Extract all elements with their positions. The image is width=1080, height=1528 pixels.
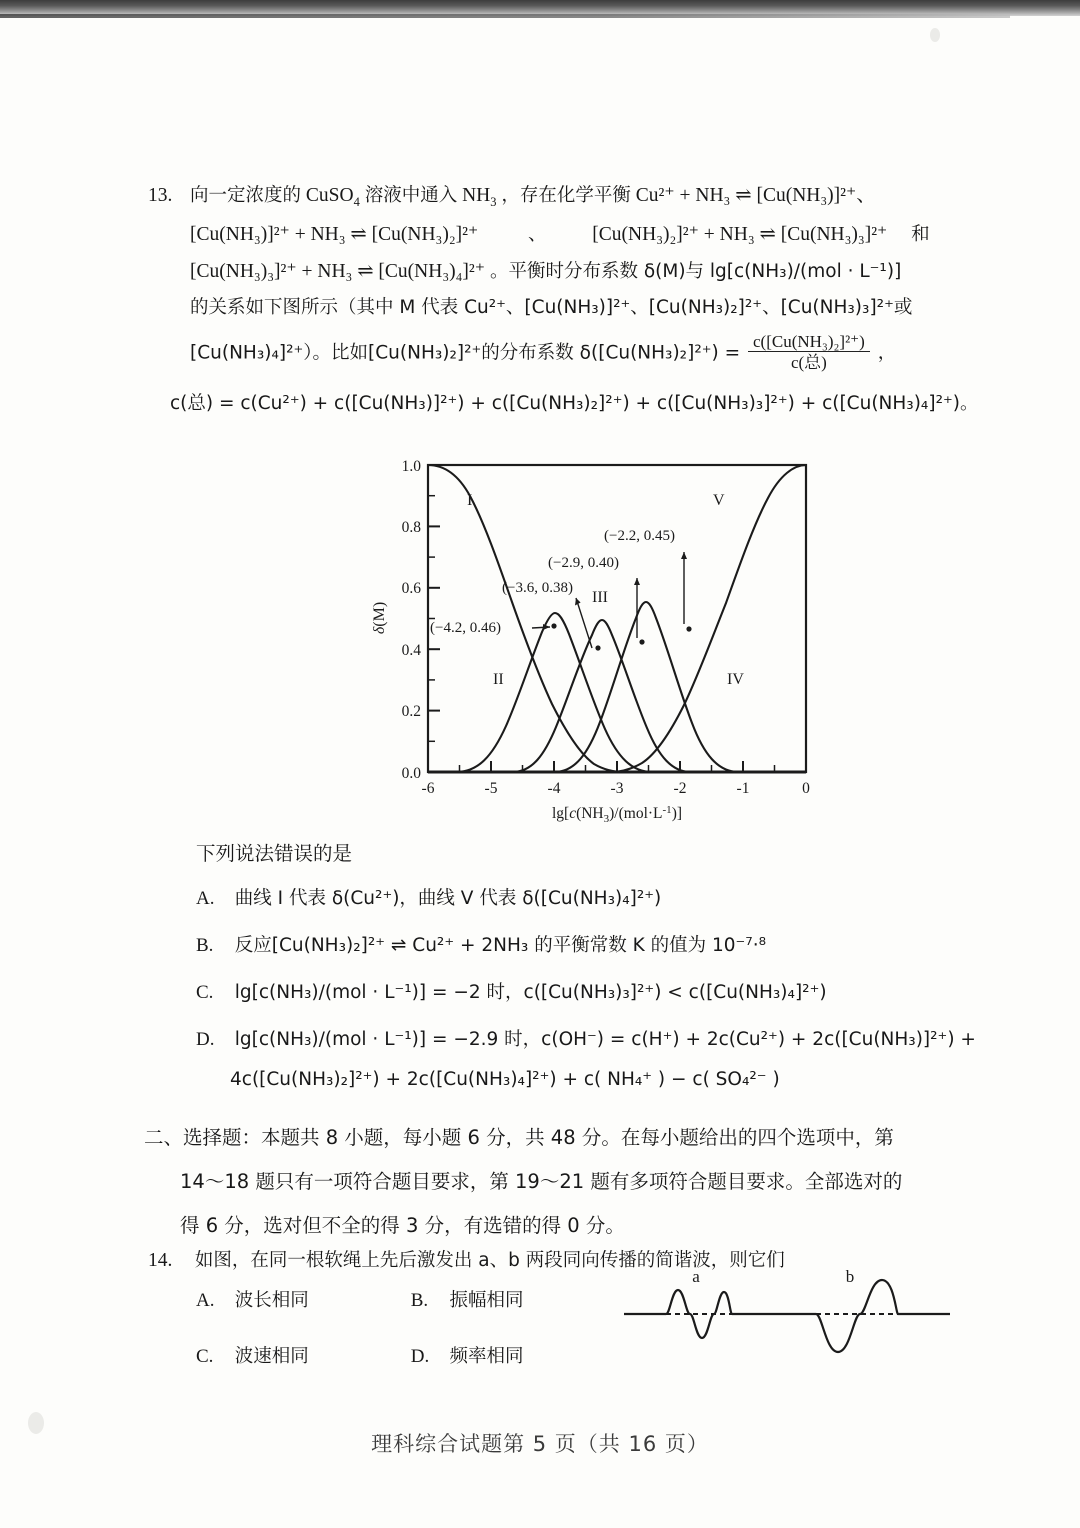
question-13-prompt: 下列说法错误的是 <box>196 842 353 865</box>
wave-b-curve <box>816 1280 898 1352</box>
stem-line-3 <box>148 262 978 282</box>
q14-option-C[interactable] <box>196 1342 406 1368</box>
distribution-diagram <box>362 452 832 842</box>
curve-II-CuNH3 <box>458 613 650 772</box>
q14-options-row-1 <box>196 1286 524 1312</box>
stem-line-4 <box>148 298 978 318</box>
equation-separator: 、 <box>528 224 547 246</box>
ytick-0.6: 0.6 <box>401 580 421 597</box>
stem-text-e: 的关系如下图所示（其中 M 代表 Cu²⁺、[Cu(NH₃)]²⁺、[Cu(NH₃)₂]²⁺、[Cu(NH₃)₃]²⁺或 <box>190 297 913 319</box>
stem-text-a: 向一定浓度的 <box>190 185 302 206</box>
section-2-instructions <box>144 1122 974 1254</box>
stem-line-5 <box>148 331 978 373</box>
q14-option-D-label: D. <box>410 1346 430 1367</box>
annotation-3: (−2.9, 0.40) <box>548 555 619 571</box>
ytick-0.8: 0.8 <box>401 519 421 536</box>
paper-smudge-top <box>930 28 940 42</box>
equation-3: [Cu(NH₃)₂]²⁺ + NH₃ ⇌ [Cu(NH₃)₃]²⁺ <box>592 224 888 246</box>
q14-option-B-label: B. <box>410 1290 429 1311</box>
equation-3-tail: 和 <box>911 224 930 246</box>
stem-line-1 <box>148 186 978 208</box>
question-13-stem <box>148 186 978 430</box>
q14-option-A[interactable] <box>196 1286 406 1312</box>
stem-line-2 <box>148 225 978 245</box>
q14-option-B-text: 振幅相同 <box>449 1290 524 1311</box>
option-C[interactable] <box>196 978 827 1004</box>
question-14-text: 如图，在同一根软绳上先后激发出 a、b 两段同向传播的简谐波，则它们 <box>194 1250 785 1271</box>
ytick-1.0: 1.0 <box>401 458 421 475</box>
xtick--1: -1 <box>736 780 750 797</box>
stem-line-6 <box>148 392 979 414</box>
ytick-0.0: 0.0 <box>401 765 421 782</box>
distribution-fraction <box>748 333 870 371</box>
q14-option-D-text: 频率相同 <box>449 1346 524 1367</box>
option-A-label: A. <box>196 888 215 909</box>
ytick-0.4: 0.4 <box>401 642 421 659</box>
q14-option-B[interactable] <box>411 1290 524 1311</box>
intersection-markers <box>551 623 691 650</box>
fraction-denominator: c(总) <box>790 352 827 372</box>
xtick--3: -3 <box>610 780 624 797</box>
curve-IV-CuNH3-3 <box>556 602 737 772</box>
xtick--2: -2 <box>673 780 687 797</box>
x-axis-ticks <box>428 761 806 772</box>
q14-option-C-label: C. <box>196 1346 214 1367</box>
question-13-number: 13. <box>148 185 173 206</box>
q14-options-row-2 <box>196 1342 524 1368</box>
stem-text-f: [Cu(NH₃)₄]²⁺）。比如[Cu(NH₃)₂]²⁺的分布系数 δ([Cu(NH₃)₂]²⁺) = <box>190 342 741 364</box>
curve-label-II: II <box>493 671 504 688</box>
wave-figure <box>622 1268 952 1383</box>
section-2-line-2: 14～18 题只有一项符合题目要求，第 19～21 题有多项符合题目要求。全部选对的 <box>180 1170 903 1193</box>
plot-frame <box>428 465 806 772</box>
equation-1: Cu²⁺ + NH₃ ⇌ [Cu(NH₃)]²⁺、 <box>635 185 876 206</box>
option-B-text: 反应[Cu(NH₃)₂]²⁺ ⇌ Cu²⁺ + 2NH₃ 的平衡常数 K 的值为 10⁻⁷·⁸ <box>234 935 766 956</box>
cuso4-formula: CuSO$_4$ <box>305 185 360 209</box>
option-C-text: lg[c(NH₃)/(mol · L⁻¹)] = −2 时，c([Cu(NH₃)₃]²⁺) < c([Cu(NH₃)₄]²⁺) <box>234 982 827 1003</box>
scan-artifact-band-secondary <box>0 14 1010 18</box>
option-A[interactable] <box>196 884 661 910</box>
xtick--5: -5 <box>484 780 498 797</box>
stem-text-d: 。平衡时分布系数 δ(M)与 lg[c(NH₃)/(mol · L⁻¹)] <box>489 260 902 282</box>
curve-I-Cu2plus <box>428 465 624 772</box>
option-A-text: 曲线 I 代表 δ(Cu²⁺)，曲线 V 代表 δ([Cu(NH₃)₄]²⁺) <box>234 888 662 909</box>
option-B-label: B. <box>196 935 214 956</box>
wave-label-a: a <box>692 1268 700 1286</box>
question-14-number: 14. <box>148 1250 173 1271</box>
curve-label-III: III <box>592 589 608 606</box>
wave-label-b: b <box>845 1268 855 1286</box>
page-footer: 理科综合试题第 5 页（共 16 页） <box>371 1432 709 1456</box>
ytick-0.2: 0.2 <box>401 703 421 720</box>
q14-option-C-text: 波速相同 <box>234 1346 309 1367</box>
option-B[interactable] <box>196 931 766 957</box>
equation-4: [Cu(NH₃)₃]²⁺ + NH₃ ⇌ [Cu(NH₃)₄]²⁺ <box>190 260 486 282</box>
xtick-0: 0 <box>802 780 810 797</box>
fraction-numerator: c([Cu(NH₃)₂]²⁺) <box>748 333 870 352</box>
section-2-line-3: 得 6 分，选对但不全的得 3 分，有选错的得 0 分。 <box>180 1214 625 1237</box>
stem-text-b: 溶液中通入 <box>364 185 458 206</box>
q14-option-D[interactable] <box>411 1346 524 1367</box>
x-axis-title: $\lg[c(NH_3)/(mol\cdot L^{-1})]$ <box>551 804 683 825</box>
option-D-text-line2: 4c([Cu(NH₃)₂]²⁺) + 2c([Cu(NH₃)₄]²⁺) + c( NH₄⁺ ) − c( SO₄²⁻ ) <box>230 1069 780 1090</box>
q14-option-A-text: 波长相同 <box>234 1290 309 1311</box>
nh3-formula: $NH_3$ <box>462 185 497 209</box>
option-D-continuation <box>230 1069 780 1091</box>
curve-III-CuNH3-2 <box>514 620 689 772</box>
option-D[interactable] <box>196 1025 976 1051</box>
xtick--4: -4 <box>547 780 561 797</box>
question-14-options <box>196 1286 524 1398</box>
curve-label-I: I <box>467 492 473 509</box>
equation-2: [Cu(NH₃)]²⁺ + NH₃ ⇌ [Cu(NH₃)₂]²⁺ <box>190 224 479 246</box>
annotation-4: (−2.2, 0.45) <box>604 528 675 544</box>
distribution-chart-svg <box>362 452 832 842</box>
stem-text-c: ，存在化学平衡 <box>501 185 631 206</box>
option-D-label: D. <box>196 1029 215 1050</box>
y-axis-title: δ(M) <box>371 601 388 635</box>
curve-V-CuNH3-4 <box>611 465 806 772</box>
xtick--6: -6 <box>421 780 435 797</box>
q14-option-A-label: A. <box>196 1290 215 1311</box>
wave-figure-svg <box>622 1268 952 1378</box>
option-D-text: lg[c(NH₃)/(mol · L⁻¹)] = −2.9 时，c(OH⁻) = c(H⁺) + 2c(Cu²⁺) + 2c([Cu(NH₃)]²⁺) + <box>234 1029 976 1050</box>
option-C-label: C. <box>196 982 214 1003</box>
curve-label-IV: IV <box>727 671 744 688</box>
curve-label-V: V <box>713 492 725 509</box>
annotation-1: (−4.2, 0.46) <box>430 620 501 636</box>
stem-text-g: ， <box>877 342 897 364</box>
annotation-2: (−3.6, 0.38) <box>502 580 573 596</box>
section-2-line-1: 二、选择题：本题共 8 小题，每小题 6 分，共 48 分。在每小题给出的四个选项中，第 <box>144 1126 894 1149</box>
total-concentration-equation: c(总) = c(Cu²⁺) + c([Cu(NH₃)]²⁺) + c([Cu(NH₃)₂]²⁺) + c([Cu(NH₃)₃]²⁺) + c([Cu(NH₃)₄]²⁺)。 <box>170 392 979 414</box>
